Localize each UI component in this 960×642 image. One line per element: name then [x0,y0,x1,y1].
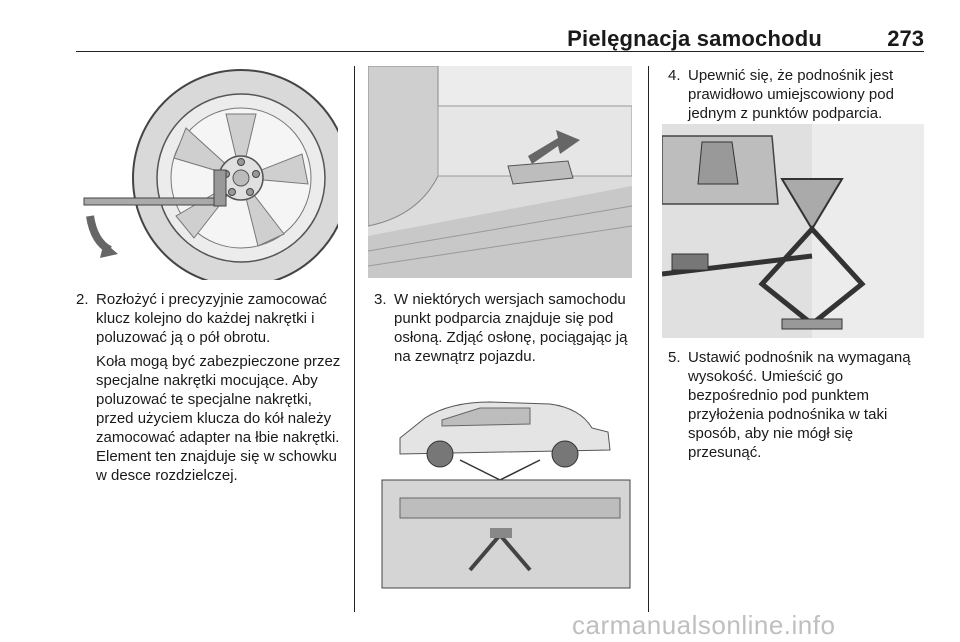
step-4 [668,66,930,128]
watermark: carmanualsonline.info [572,610,836,640]
step-4-number: 4. [668,67,681,84]
wheel-wrench-illustration [76,66,338,280]
step-5 [668,348,930,467]
step-2-text: Rozłożyć i precyzyjnie zamocować klucz kolejno do każdej nakrętki i poluzować ją o pół obrotu. [96,291,327,346]
page-title: Pielęgnacja samochodu [567,26,822,51]
step-5-text: Ustawić podnośnik na wymaganą wysokość. Umieścić go bezpośrednio pod punktem przyłożenia podnośnika w taki sposób, aby nie mógł się przesunąć. [688,349,911,461]
column-divider-left [354,66,355,612]
step-3-text: W niektórych wersjach samochodu punkt podparcia znajduje się pod osłoną. Zdjąć osłonę, pociągając ją na zewnątrz pojazdu. [394,291,628,365]
step-3-number: 3. [374,291,387,308]
step-2 [76,290,348,490]
jack-point-cover-illustration [368,66,632,278]
column-divider-right [648,66,649,612]
step-5-number: 5. [668,349,681,366]
step-3 [374,290,636,371]
step-2-number: 2. [76,291,89,308]
step-2-note: Koła mogą być zabezpieczone przez specjalne nakrętki mocujące. Aby poluzować te specjalne nakrętki, przed użyciem klucza do kół należy zamocować adapter na łbie nakrętki. Element ten znajduje się w schowku w desce rozdzielczej. [96,353,341,484]
page-number: 273 [887,26,924,51]
scissor-jack-illustration [662,124,924,338]
step-4-text: Upewnić się, że podnośnik jest prawidłowo umiejscowiony pod jednym z punktów podparcia. [688,67,894,122]
car-jack-illustration [380,380,632,590]
header-rule [76,51,924,52]
